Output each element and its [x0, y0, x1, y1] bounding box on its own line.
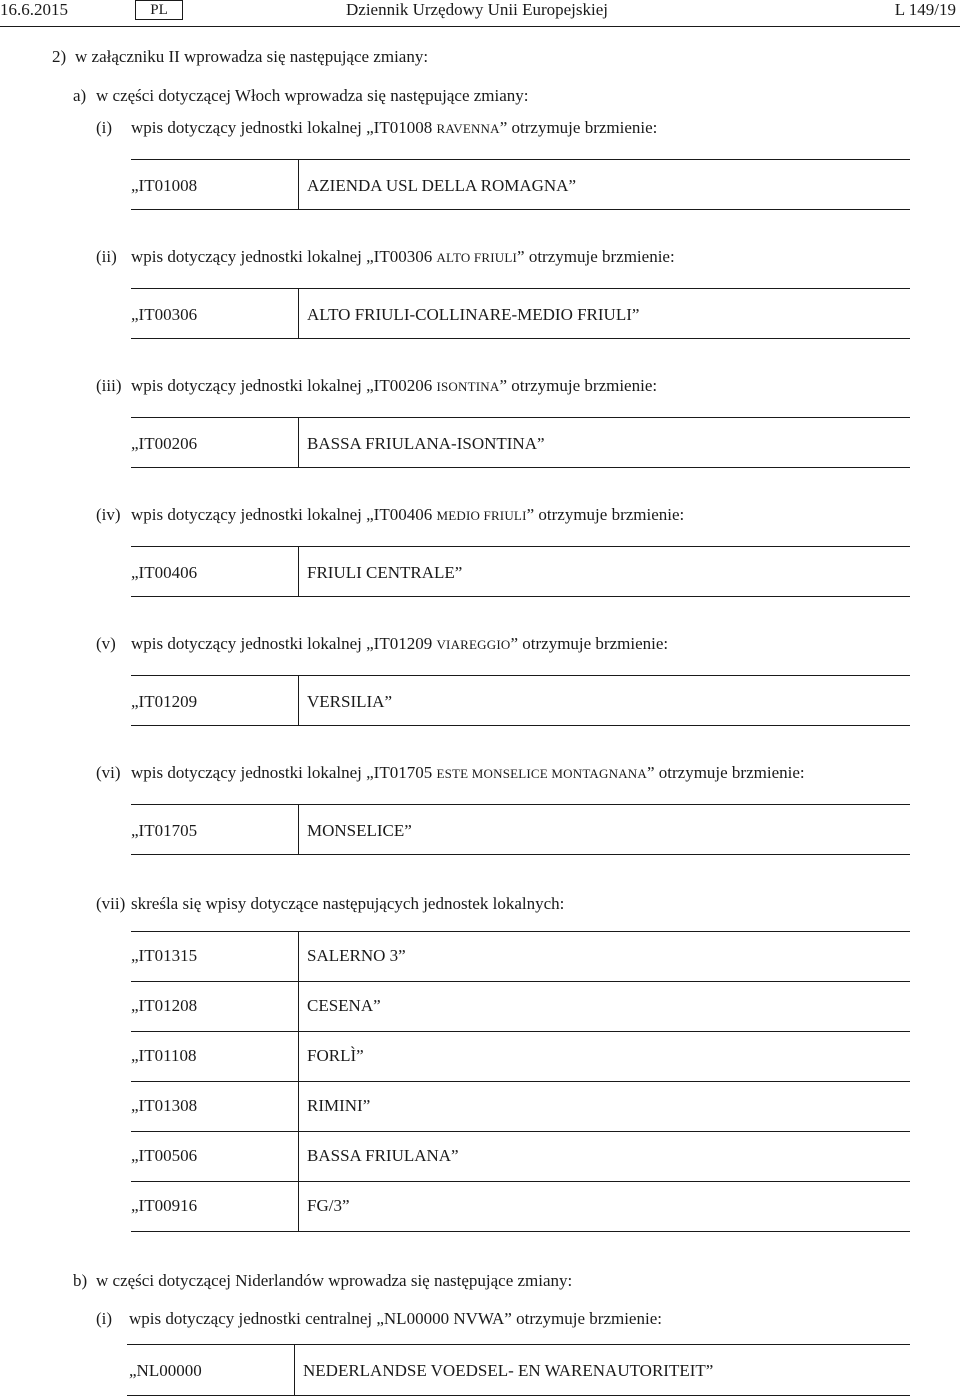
table-row: „IT00916: [131, 1196, 198, 1215]
table-rule: [131, 467, 910, 468]
table-divider: [298, 159, 299, 209]
page-reference: L 149/19: [894, 0, 956, 19]
point-2-number: 2): [52, 47, 67, 66]
table-divider: [298, 804, 299, 854]
item-vii-text: skreśla się wpisy dotyczące następujących jednostek lokalnych:: [131, 894, 565, 913]
table-divider: [298, 546, 299, 596]
item-text-suffix: ” otrzymuje brzmienie:: [646, 763, 805, 782]
item-number: (i): [96, 118, 113, 137]
unit-code: „IT00406: [131, 563, 198, 582]
unit-code: „IT01705: [131, 821, 198, 840]
unit-code: „IT00306: [131, 305, 198, 324]
item-text: [131, 118, 657, 139]
point-b-item-text: wpis dotyczący jednostki centralnej „NL00000 NVWA” otrzymuje brzmienie:: [129, 1309, 662, 1328]
journal-title: Dziennik Urzędowy Unii Europejskiej: [346, 0, 609, 19]
unit-current-name: MEDIO FRIULI: [436, 508, 527, 523]
table-rule: [127, 1344, 910, 1345]
table-row: „IT01315: [131, 946, 198, 965]
item-text-prefix: wpis dotyczący jednostki lokalnej „IT00306: [131, 247, 437, 266]
table-divider: [298, 675, 299, 725]
point-b-item-number: (i): [96, 1309, 113, 1328]
table-row: „IT01308: [131, 1096, 198, 1115]
item-vii-number: (vii): [96, 894, 126, 913]
item-text: [131, 505, 684, 526]
table-rule: [131, 931, 910, 932]
point-b-text: w części dotyczącej Niderlandów wprowadza się następujące zmiany:: [96, 1271, 573, 1290]
item-text-prefix: wpis dotyczący jednostki lokalnej „IT01008: [131, 118, 437, 137]
table-rule: [131, 338, 910, 339]
unit-name: ALTO FRIULI-COLLINARE-MEDIO FRIULI”: [307, 305, 640, 324]
table-rule: [131, 546, 910, 547]
unit-code: „IT01008: [131, 176, 198, 195]
unit-name: NEDERLANDSE VOEDSEL- EN WARENAUTORITEIT”: [303, 1361, 714, 1380]
header-rule: [0, 26, 960, 27]
item-text: [131, 247, 675, 268]
unit-name: MONSELICE”: [307, 821, 412, 840]
table-row: „IT01208: [131, 996, 198, 1015]
table-row: „IT01108: [131, 1046, 197, 1065]
table-rule: [131, 1031, 910, 1032]
table-rule: [131, 725, 910, 726]
unit-current-name: ALTO FRIULI: [436, 250, 518, 265]
item-text-suffix: ” otrzymuje brzmienie:: [510, 634, 669, 653]
table-row: „IT00506: [131, 1146, 198, 1165]
table-rule: [131, 1081, 910, 1082]
unit-current-name: ESTE MONSELICE MONTAGNANA: [436, 766, 647, 781]
item-text: [131, 634, 668, 655]
unit-name: BASSA FRIULANA”: [307, 1146, 459, 1165]
item-text-prefix: wpis dotyczący jednostki lokalnej „IT00206: [131, 376, 437, 395]
table-rule: [131, 209, 910, 210]
item-text-suffix: ” otrzymuje brzmienie:: [517, 247, 675, 266]
unit-name: AZIENDA USL DELLA ROMAGNA”: [307, 176, 576, 195]
item-number: (v): [96, 634, 116, 653]
table-divider: [298, 417, 299, 467]
unit-name: CESENA”: [307, 996, 381, 1015]
unit-name: FRIULI CENTRALE”: [307, 563, 463, 582]
item-number: (ii): [96, 247, 117, 266]
point-a-number: a): [73, 86, 87, 105]
table-rule: [131, 854, 910, 855]
unit-name: VERSILIA”: [307, 692, 392, 711]
item-text-prefix: wpis dotyczący jednostki lokalnej „IT00406: [131, 505, 437, 524]
unit-current-name: RAVENNA: [436, 121, 500, 136]
table-rule: [131, 417, 910, 418]
language-badge: PL: [135, 0, 183, 20]
unit-name: SALERNO 3”: [307, 946, 406, 965]
unit-current-name: VIAREGGIO: [436, 637, 511, 652]
unit-code: „IT01209: [131, 692, 198, 711]
unit-name: BASSA FRIULANA-ISONTINA”: [307, 434, 545, 453]
table-rule: [131, 596, 910, 597]
item-text-suffix: ” otrzymuje brzmienie:: [499, 376, 658, 395]
table-rule: [131, 1181, 910, 1182]
item-text-suffix: ” otrzymuje brzmienie:: [499, 118, 658, 137]
item-number: (vi): [96, 763, 121, 782]
point-2-text: w załączniku II wprowadza się następujące zmiany:: [75, 47, 429, 66]
unit-name: FG/3”: [307, 1196, 350, 1215]
point-b-number: b): [73, 1271, 88, 1290]
table-divider: [294, 1344, 295, 1395]
unit-name: RIMINI”: [307, 1096, 371, 1115]
point-a-text: w części dotyczącej Włoch wprowadza się następujące zmiany:: [96, 86, 529, 105]
item-number: (iii): [96, 376, 122, 395]
table-rule: [131, 675, 910, 676]
item-text-prefix: wpis dotyczący jednostki lokalnej „IT01209: [131, 634, 437, 653]
table-rule: [131, 159, 910, 160]
unit-code: „IT00206: [131, 434, 198, 453]
table-rule: [131, 981, 910, 982]
table-rule: [127, 1395, 910, 1396]
item-text: [131, 763, 805, 784]
table-rule: [131, 1231, 910, 1232]
header-date: 16.6.2015: [0, 0, 68, 19]
unit-code: „NL00000: [129, 1361, 202, 1380]
unit-current-name: ISONTINA: [436, 379, 500, 394]
unit-name: FORLÌ”: [307, 1046, 364, 1065]
item-text-prefix: wpis dotyczący jednostki lokalnej „IT01705: [131, 763, 437, 782]
item-text-suffix: ” otrzymuje brzmienie:: [526, 505, 685, 524]
item-text: [131, 376, 657, 397]
table-rule: [131, 1131, 910, 1132]
table-divider: [298, 288, 299, 338]
table-rule: [131, 804, 910, 805]
table-rule: [131, 288, 910, 289]
item-number: (iv): [96, 505, 121, 524]
